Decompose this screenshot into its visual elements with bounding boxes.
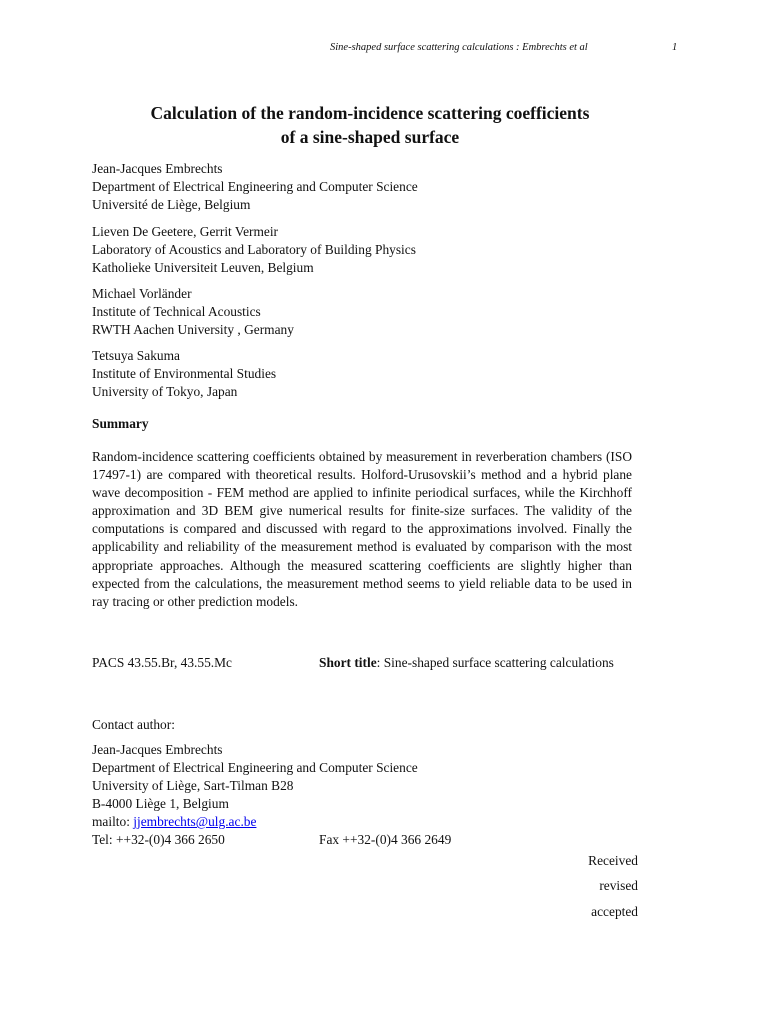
- email-link[interactable]: jjembrechts@ulg.ac.be: [133, 814, 257, 829]
- contact-address-line-2: B-4000 Liège 1, Belgium: [92, 796, 229, 811]
- running-header-text: Sine-shaped surface scattering calculations : Embrechts et al: [330, 42, 588, 53]
- author-institution: Université de Liège, Belgium: [92, 197, 251, 212]
- contact-dept: Department of Electrical Engineering and Computer Science: [92, 760, 418, 775]
- author-affiliation: Institute of Technical Acoustics: [92, 304, 261, 319]
- contact-tel: Tel: ++32-(0)4 366 2650: [92, 832, 225, 847]
- author-institution: RWTH Aachen University , Germany: [92, 322, 294, 337]
- author-institution: University of Tokyo, Japan: [92, 384, 238, 399]
- contact-fax: Fax ++32-(0)4 366 2649: [319, 832, 452, 847]
- author-name: Michael Vorländer: [92, 286, 192, 301]
- contact-email-line: [92, 813, 418, 831]
- title-line-1: Calculation of the random-incidence scattering coefficients: [150, 103, 590, 123]
- author-name: Lieven De Geetere, Gerrit Vermeir: [92, 224, 279, 239]
- author-institution: Katholieke Universiteit Leuven, Belgium: [92, 260, 314, 275]
- contact-name: Jean-Jacques Embrechts: [92, 742, 223, 757]
- author-affiliation: Institute of Environmental Studies: [92, 366, 277, 381]
- page-number: 1: [672, 42, 678, 53]
- author-block-2: [92, 223, 416, 277]
- author-block-3: [92, 285, 294, 339]
- author-affiliation: Department of Electrical Engineering and Computer Science: [92, 179, 418, 194]
- author-name: Tetsuya Sakuma: [92, 348, 180, 363]
- short-title-value: : Sine-shaped surface scattering calculations: [376, 655, 614, 670]
- title-line-2: of a sine-shaped surface: [280, 127, 460, 147]
- author-block-4: [92, 347, 276, 401]
- short-title: [319, 654, 614, 672]
- contact-address-line-1: University of Liège, Sart-Tilman B28: [92, 778, 294, 793]
- pacs-codes: PACS 43.55.Br, 43.55.Mc: [92, 655, 232, 670]
- author-block-1: [92, 160, 418, 214]
- author-affiliation: Laboratory of Acoustics and Laboratory of Building Physics: [92, 242, 416, 257]
- status-received: Received: [588, 853, 638, 868]
- running-header: [330, 42, 680, 53]
- mailto-label: mailto:: [92, 814, 134, 829]
- short-title-label: Short title: [319, 655, 377, 670]
- summary-text: Random-incidence scattering coefficients obtained by measurement in reverberation chambers (ISO 17497-1) are compared with theoretical results. Holford-Urusovskii’s method and a hybrid plane wave decomposition - FEM method are applied to infinite periodical surfaces, while the Kirchhoff approximation and 3D BEM give numerical results for finite-size surfaces. The validity of the computations is compared and discussed with regard to the approximations involved. Finally the applicability and reliability of the measurement method is evaluated by comparison with the most appropriate approaches. Although the measured scattering coefficients are slightly higher than expected from the calculations, the measurement method seems to yield reliable data to be used in ray tracing or other prediction models.: [92, 449, 632, 609]
- contact-heading: Contact author:: [92, 717, 175, 732]
- paper-title: [92, 101, 648, 149]
- author-name: Jean-Jacques Embrechts: [92, 161, 223, 176]
- status-revised: revised: [599, 878, 638, 893]
- status-accepted: accepted: [591, 904, 638, 919]
- summary-heading: Summary: [92, 416, 149, 431]
